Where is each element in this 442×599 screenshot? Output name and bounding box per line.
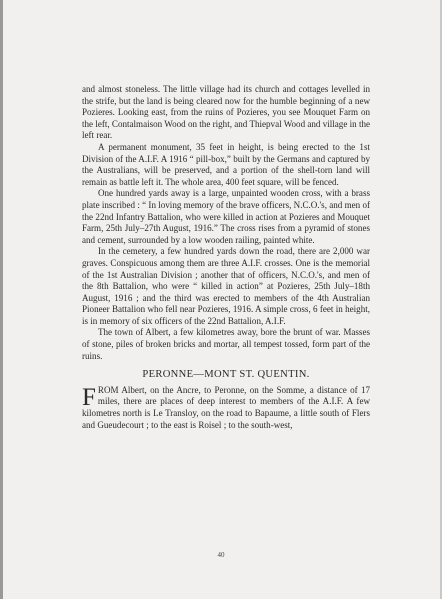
page-number: 40 — [217, 551, 225, 559]
paragraph-albert: The town of Albert, a few kilometres away, bore the brunt of war. Masses of stone, piles of broken bricks and mortar, all tempest tossed, form part of the ruins. — [82, 327, 370, 361]
paragraph-peronne-text: ROM Albert, on the Ancre, to Peronne, on the Somme, a distance of 17 miles, there are places of deep interest to members of the A.I.F. A few kilometres north is Le Transloy, on the road to Bapaume, a little south of Flers and Gueudecourt ; to the east is Roisel ; to the south-west, — [82, 384, 370, 430]
page-edge-left — [0, 0, 3, 599]
section-heading: PERONNE—MONT ST. QUENTIN. — [142, 369, 310, 381]
paragraph-monument: A permanent monument, 35 feet in height, is being erected to the 1st Division of the A.I.F. A 1916 “ pill-box,” built by the Germans and captured by the Australians, will be preserved, and a portion of the shell-torn land will remain as battle left it. The whole area, 400 feet square, will be fenced. — [82, 141, 370, 187]
paragraph-wooden-cross: One hundred yards away is a large, unpainted wooden cross, with a brass plate inscribed : “ In loving memory of the brave officers, N.C.O.'s, and men of the 22nd Infantry Battalion, who were killed in action at Pozieres and Mouquet Farm, 25th July–27th August, 1916.” The cross rises from a pyramid of stones and cement, surrounded by a low wooden railing, painted white. — [82, 188, 370, 245]
paragraph-peronne — [82, 385, 370, 431]
drop-cap: F — [82, 383, 96, 411]
paragraph-continuation: and almost stoneless. The little village had its church and cottages levelled in the strife, but the land is being cleared now for the humble beginning of a new Pozieres. Looking east, from the ruins of Pozieres, you see Mouquet Farm on the left, Contalmaison Wood on the right, and Thiepval Wood and village in the left rear. — [82, 84, 370, 141]
paragraph-cemetery: In the cemetery, a few hundred yards down the road, there are 2,000 war graves. Conspicuous among them are three A.I.F. crosses. One is the memorial of the 1st Australian Division ; another that of officers, N.C.O.'s, and men of the 8th Battalion, who were “ killed in action” at Pozieres, 25th July–18th August, 1916 ; and the third was erected to members of the 4th Australian Pioneer Battalion who fell near Pozieres, 1916. A simple cross, 6 feet in height, is in memory of six officers of the 22nd Battalion, A.I.F. — [82, 246, 370, 326]
body-text — [82, 84, 370, 431]
